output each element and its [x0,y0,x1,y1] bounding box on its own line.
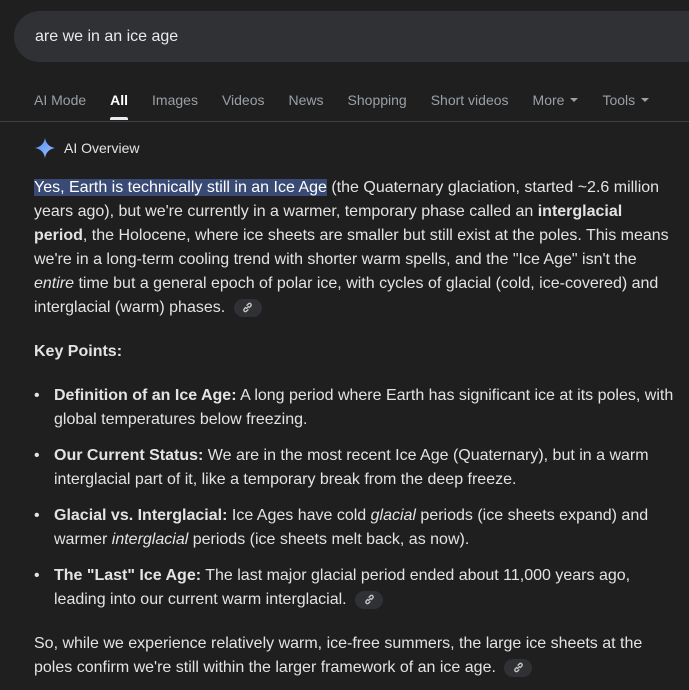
list-item: • The "Last" Ice Age: The last major glacial period ended about 11,000 years ago, leading into our current warm interglacial. [34,564,674,612]
search-tabs [34,90,689,122]
tab-ai-mode[interactable]: AI Mode [34,92,87,108]
search-input[interactable] [14,11,689,62]
tabs-divider [0,121,689,122]
highlighted-answer: Yes, Earth is technically still in an Ice Age [34,179,327,196]
tab-news[interactable]: News [288,92,324,108]
tab-short-videos[interactable]: Short videos [430,92,509,108]
sparkle-icon [34,137,56,159]
list-item: • Glacial vs. Interglacial: Ice Ages have cold glacial periods (ice sheets expand) and warmer interglacial periods (ice sheets melt back, as now). [34,504,674,552]
chevron-down-icon [570,98,578,102]
ai-overview-content [34,176,674,680]
list-item: • Definition of an Ice Age: A long period where Earth has significant ice at its poles, with global temperatures below freezing. [34,384,674,432]
list-item: • Our Current Status: We are in the most recent Ice Age (Quaternary), but in a warm interglacial part of it, like a temporary break from the deep freeze. [34,444,674,492]
conclusion-paragraph: So, while we experience relatively warm, ice-free summers, the large ice sheets at the poles confirm we're still within the larger framework of an ice age. [34,635,643,676]
tab-images[interactable]: Images [152,92,198,108]
tab-tools[interactable]: Tools [602,90,649,110]
key-points-list [34,384,674,612]
tab-more[interactable]: More [533,90,579,110]
tab-all[interactable]: All [110,92,129,108]
search-query: are we in an ice age [35,27,179,45]
tab-videos[interactable]: Videos [221,92,265,108]
tab-shopping[interactable]: Shopping [347,92,407,108]
link-icon[interactable] [355,591,383,609]
link-icon[interactable] [504,659,532,677]
link-icon[interactable] [234,299,262,317]
ai-overview-title: AI Overview [64,140,140,156]
ai-overview-header [34,137,139,159]
key-points-heading: Key Points: [34,343,123,360]
intro-paragraph: Yes, Earth is technically still in an Ice Age (the Quaternary glaciation, started ~2.6 million years ago), but we're currently in a warmer, temporary phase called an interglacial period, the Holocene, where ice sheets are smaller but still exist at the poles. This means we're in a long-term cooling trend with shorter warm spells, and the "Ice Age" isn't the entire time but a general epoch of polar ice, with cycles of glacial (cold, ice-covered) and interglacial (warm) phases. [34,179,669,316]
chevron-down-icon [641,98,649,102]
